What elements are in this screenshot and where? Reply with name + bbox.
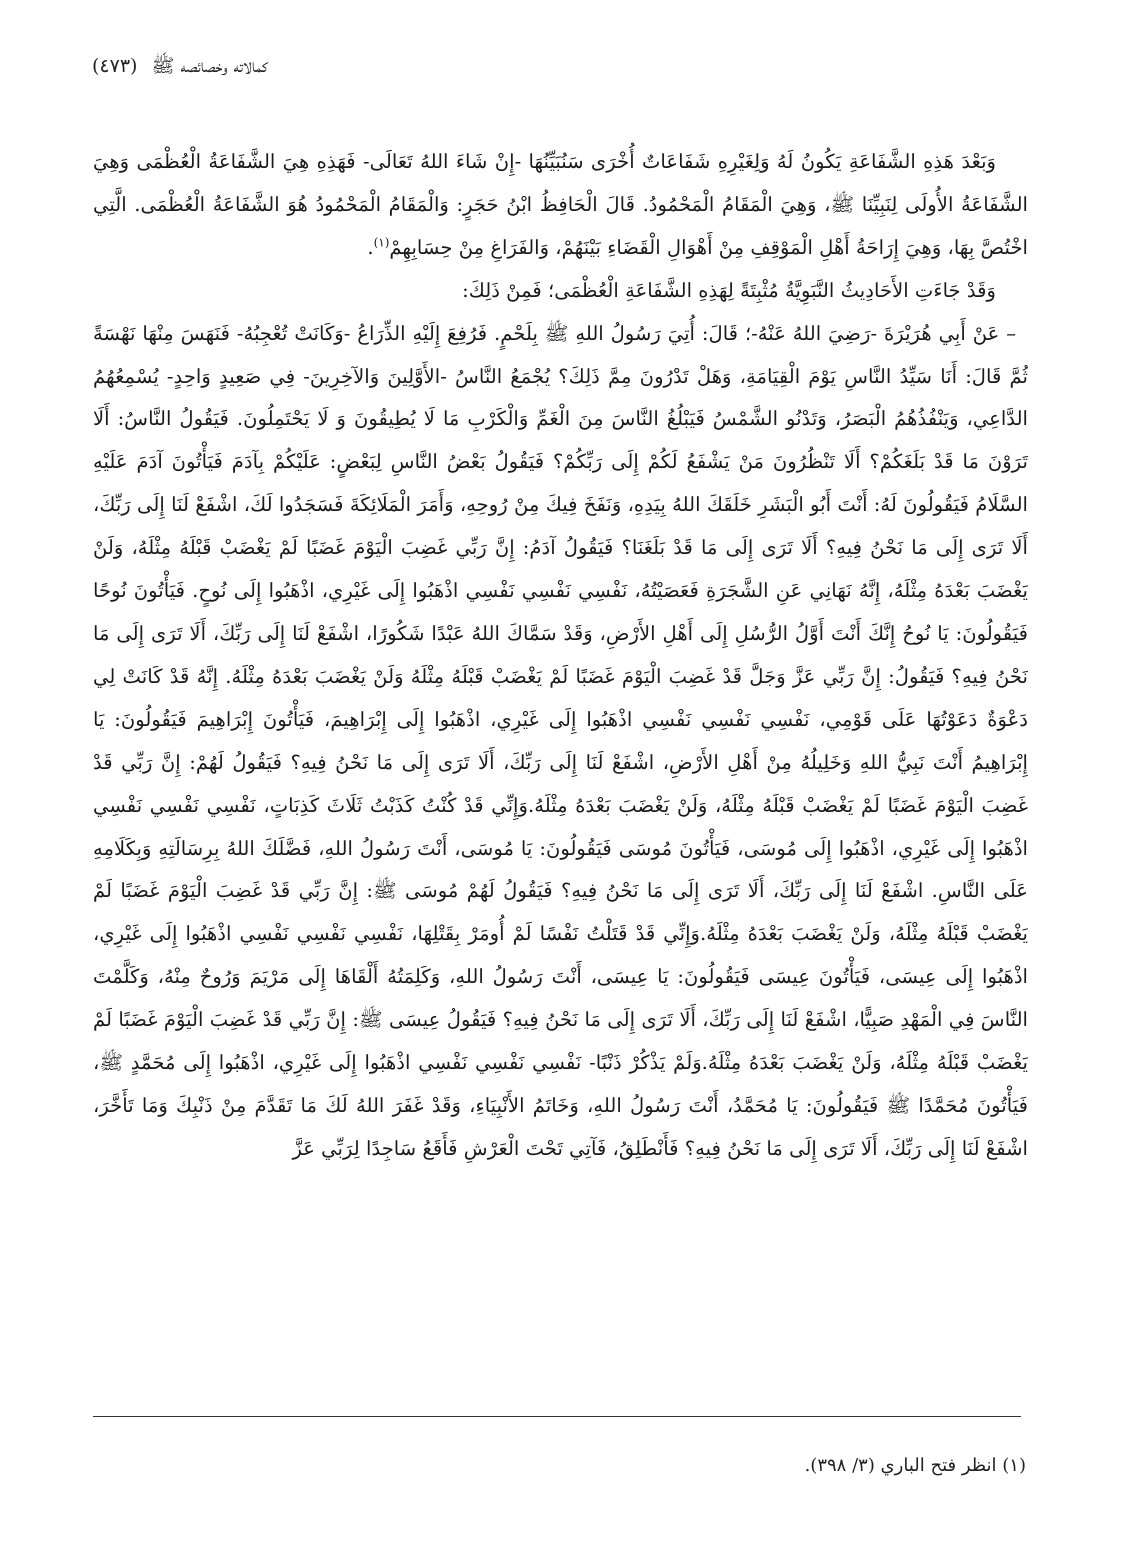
paragraph-hadith: – عَنْ أَبِي هُرَيْرَةَ -رَضِيَ اللهُ عَنْهُ-؛ قَالَ: أُتِيَ رَسُولُ اللهِ ﷺ بِلَحْمٍ. فَرُفِعَ إِلَيْهِ الذِّرَاعُ -وَكَانَتْ تُعْجِبُهُ- فَنَهَسَ مِنْهَا نَهْسَةً ثُمَّ قَالَ: أَنَا سَيِّدُ النَّاسِ يَوْمَ الْقِيَامَةِ، وَهَلْ تَدْرُونَ مِمَّ ذَلِكَ؟ يُجْمَعُ النَّاسُ -الأَوَّلِينَ وَالآخِرِينَ- فِي صَعِيدٍ وَاحِدٍ- يُسْمِعُهُمُ الدَّاعِي، وَيَنْفُذُهُمُ الْبَصَرُ، وَتَدْنُو الشَّمْسُ فَيَبْلُغُ النَّاسَ مِنَ الْغَمِّ وَالْكَرْبِ مَا لَا يُطِيقُونَ وَ لَا يَحْتَمِلُونَ. فَيَقُولُ النَّاسُ: أَلَا تَرَوْنَ مَا قَدْ بَلَغَكُمْ؟ أَلَا تَنْظُرُونَ مَنْ يَشْفَعُ لَكُمْ إِلَى رَبِّكُمْ؟ فَيَقُولُ بَعْضُ النَّاسِ لِبَعْضٍ: عَلَيْكُمْ بِآدَمَ فَيَأْتُونَ آدَمَ عَلَيْهِ السَّلَامُ فَيَقُولُونَ لَهُ: أَنْتَ أَبُو الْبَشَرِ خَلَقَكَ اللهُ بِيَدِهِ، وَنَفَخَ فِيكَ مِنْ رُوحِهِ، وَأَمَرَ الْمَلَائِكَةَ فَسَجَدُوا لَكَ، اشْفَعْ لَنَا إِلَى رَبِّكَ، أَلَا تَرَى إِلَى مَا نَحْنُ فِيهِ؟ أَلَا تَرَى إِلَى مَا قَدْ بَلَغَنَا؟ فَيَقُولُ آدَمُ: إِنَّ رَبِّي غَضِبَ الْيَوْمَ غَضَبًا لَمْ يَغْضَبْ قَبْلَهُ مِثْلَهُ، وَلَنْ يَغْضَبَ بَعْدَهُ مِثْلَهُ، إِنَّهُ نَهَانِي عَنِ الشَّجَرَةِ فَعَصَيْتُهُ، نَفْسِي نَفْسِي نَفْسِي اذْهَبُوا إِلَى غَيْرِي، اذْهَبُوا إِلَى نُوحٍ. فَيَأْتُونَ نُوحًا فَيَقُولُونَ: يَا نُوحُ إِنَّكَ أَنْتَ أَوَّلُ الرُّسُلِ إِلَى أَهْلِ الأَرْضِ، وَقَدْ سَمَّاكَ اللهُ عَبْدًا شَكُورًا، اشْفَعْ لَنَا إِلَى رَبِّكَ، أَلَا تَرَى إِلَى مَا نَحْنُ فِيهِ؟ فَيَقُولُ: إِنَّ رَبِّي عَزَّ وَجَلَّ قَدْ غَضِبَ الْيَوْمَ غَضَبًا لَمْ يَغْضَبْ قَبْلَهُ مِثْلَهُ وَلَنْ يَغْضَبَ بَعْدَهُ مِثْلَهُ. إِنَّهُ قَدْ كَانَتْ لِي دَعْوَةٌ دَعَوْتُهَا عَلَى قَوْمِي، نَفْسِي نَفْسِي نَفْسِي اذْهَبُوا إِلَى غَيْرِي، اذْهَبُوا إِلَى إِبْرَاهِيمَ، فَيَأْتُونَ إِبْرَاهِيمَ فَيَقُولُونَ: يَا إِبْرَاهِيمُ أَنْتَ نَبِيُّ اللهِ وَخَلِيلُهُ مِنْ أَهْلِ الأَرْضِ، اشْفَعْ لَنَا إِلَى رَبِّكَ، أَلَا تَرَى إِلَى مَا نَحْنُ فِيهِ؟ فَيَقُولُ لَهُمْ: إِنَّ رَبِّي قَدْ غَضِبَ الْيَوْمَ غَضَبًا لَمْ يَغْضَبْ قَبْلَهُ مِثْلَهُ، وَلَنْ يَغْضَبَ بَعْدَهُ مِثْلَهُ.وَإِنِّي قَدْ كُنْتُ كَذَبْتُ ثَلَاثَ كَذِبَاتٍ، نَفْسِي نَفْسِي نَفْسِي اذْهَبُوا إِلَى غَيْرِي، اذْهَبُوا إِلَى مُوسَى، فَيَأْتُونَ مُوسَى فَيَقُولُونَ: يَا مُوسَى، أَنْتَ رَسُولُ اللهِ، فَضَّلَكَ اللهُ بِرِسَالَتِهِ وَبِكَلَامِهِ عَلَى النَّاسِ. اشْفَعْ لَنَا إِلَى رَبِّكَ، أَلَا تَرَى إِلَى مَا نَحْنُ فِيهِ؟ فَيَقُولُ لَهُمْ مُوسَى ﷺ: إِنَّ رَبِّي قَدْ غَضِبَ الْيَوْمَ غَضَبًا لَمْ يَغْضَبْ قَبْلَهُ مِثْلَهُ، وَلَنْ يَغْضَبَ بَعْدَهُ مِثْلَهُ.وَإِنِّي قَدْ قَتَلْتُ نَفْسًا لَمْ أُومَرْ بِقَتْلِهَا، نَفْسِي نَفْسِي نَفْسِي اذْهَبُوا إِلَى غَيْرِي، اذْهَبُوا إِلَى عِيسَى، فَيَأْتُونَ عِيسَى فَيَقُولُونَ: يَا عِيسَى، أَنْتَ رَسُولُ اللهِ، وَكَلِمَتُهُ أَلْقَاهَا إِلَى مَرْيَمَ وَرُوحٌ مِنْهُ، وَكَلَّمْتَ النَّاسَ فِي الْمَهْدِ صَبِيًّا، اشْفَعْ لَنَا إِلَى رَبِّكَ، أَلَا تَرَى إِلَى مَا نَحْنُ فِيهِ؟ فَيَقُولُ عِيسَى ﷺ: إِنَّ رَبِّي قَدْ غَضِبَ الْيَوْمَ غَضَبًا لَمْ يَغْضَبْ قَبْلَهُ مِثْلَهُ، وَلَنْ يَغْضَبَ بَعْدَهُ مِثْلَهُ.وَلَمْ يَذْكُرْ ذَنْبًا- نَفْسِي نَفْسِي نَفْسِي اذْهَبُوا إِلَى غَيْرِي، اذْهَبُوا إِلَى مُحَمَّدٍ ﷺ، فَيَأْتُونَ مُحَمَّدًا ﷺ فَيَقُولُونَ: يَا مُحَمَّدُ، أَنْتَ رَسُولُ اللهِ، وَخَاتَمُ الأَنْبِيَاءِ، وَقَدْ غَفَرَ اللهُ لَكَ مَا تَقَدَّمَ مِنْ ذَنْبِكَ وَمَا تَأَخَّرَ، اشْفَعْ لَنَا إِلَى رَبِّكَ، أَلَا تَرَى إِلَى مَا نَحْنُ فِيهِ؟ فَأَنْطَلِقُ، فَآتِي تَحْتَ الْعَرْشِ فَأَقَعُ سَاجِدًا لِرَبِّي عَزَّ: [93, 321, 1028, 1160]
main-text: [93, 141, 1028, 1403]
footnote: (١) انظر فتح الباري (٣/ ٣٩٨).: [804, 1455, 1026, 1476]
footnote-reference: (١): [373, 235, 390, 250]
running-header: [92, 54, 268, 82]
running-title: كمالاته وخصائصه ﷺ: [151, 55, 268, 77]
page-number: (٤٧٣): [92, 55, 138, 77]
paragraph-1-end: .: [367, 235, 374, 259]
footnote-divider: [93, 1416, 1021, 1417]
paragraph-intercession-intro: [93, 141, 1028, 270]
paragraph-1-text: وَبَعْدَ هَذِهِ الشَّفَاعَةِ يَكُونُ لَهُ وَلِغَيْرِهِ شَفَاعَاتٌ أُخْرَى سَنُبَيِّنُهَا -إِنْ شَاءَ اللهُ تَعَالَى- فَهَذِهِ هِيَ الشَّفَاعَةُ الْعُظْمَى وَهِيَ الشَّفَاعَةُ الأُولَى لِنَبِيِّنَا ﷺ، وَهِيَ الْمَقَامُ الْمَحْمُودُ. قَالَ الْحَافِظُ ابْنُ حَجَرٍ: وَالْمَقَامُ الْمَحْمُودُ هُوَ الشَّفَاعَةُ الْعُظْمَى. الَّتِي اخْتُصَّ بِهَا، وَهِيَ إِرَاحَةُ أَهْلِ الْمَوْقِفِ مِنْ أَهْوَالِ الْقَضَاءِ بَيْنَهُمْ، وَالفَرَاغِ مِنْ حِسَابِهِمْ: [93, 150, 1028, 259]
paragraph-hadith-intro: وَقَدْ جَاءَتِ الأَحَادِيثُ النَّبَوِيَّةُ مُثْبِتَةً لِهَذِهِ الشَّفَاعَةِ الْعُظْمَى؛ فَمِنْ ذَلِكَ:: [462, 278, 996, 302]
